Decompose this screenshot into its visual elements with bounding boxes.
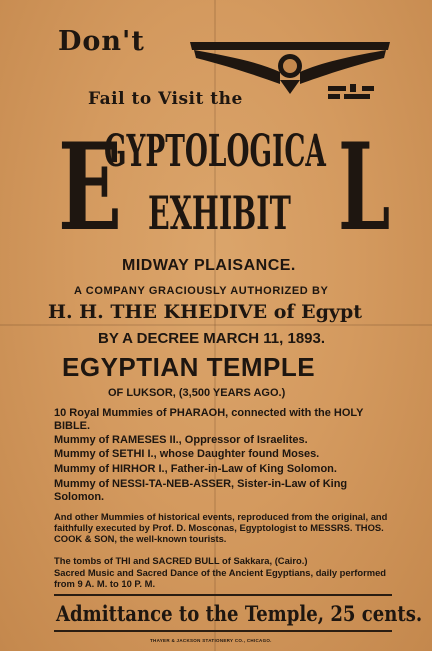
khedive-text: H. H. THE KHEDIVE of Egypt <box>48 301 363 323</box>
fold-crease-horizontal <box>0 324 432 326</box>
exhibit-item: Mummy of RAMESES II., Oppressor of Israelites. <box>54 434 308 446</box>
winged-sun-disk-icon <box>188 36 392 104</box>
title-initial-e: E <box>58 117 123 258</box>
temple-heading: EGYPTIAN TEMPLE <box>62 352 316 382</box>
headline-fail-to-visit: Fail to Visit the <box>88 89 243 109</box>
music-text: Sacred Music and Sacred Dance of the Ancient Egyptians, daily performed from 9 A. M. to 10 P. M. <box>54 567 387 589</box>
authorized-text: A COMPANY GRACIOUSLY AUTHORIZED BY <box>74 285 329 297</box>
other-mummies-text: And other Mummies of historical events, reproduced from the original, and faithfully executed by Prof. D. Mosconas, Egyptologist to MESSRS. THOS. COOK & SON, the well-known tourists. <box>54 511 388 544</box>
exhibit-item: Mummy of NESSI-TA-NEB-ASSER, Sister-in-Law of King Solomon. <box>54 478 348 503</box>
divider-top <box>54 594 392 596</box>
exhibit-item: Mummy of HIRHOR I., Father-in-Law of King Solomon. <box>54 463 337 475</box>
luksor-subheading: OF LUKSOR, (3,500 YEARS AGO.) <box>108 387 286 399</box>
admittance-text: Admittance to the Temple, 25 cents. <box>56 601 423 626</box>
title-final-l: L <box>338 117 391 258</box>
exhibit-item: 10 Royal Mummies of PHARAOH, connected with the HOLY BIBLE. <box>54 407 364 432</box>
title-exhibit: EXHIBIT <box>148 186 291 240</box>
headline-dont: Don't <box>58 26 145 57</box>
decree-text: BY A DECREE MARCH 11, 1893. <box>98 330 326 347</box>
tombs-text: The tombs of THI and SACRED BULL of Sakkara, (Cairo.) <box>54 555 308 566</box>
printer-credit: THAYER & JACKSON STATIONERY CO., CHICAGO. <box>150 638 272 643</box>
divider-bottom <box>54 630 392 632</box>
location-text: MIDWAY PLAISANCE. <box>122 257 296 274</box>
title-gyptological: GYPTOLOGICA <box>104 126 326 177</box>
exhibit-item: Mummy of SETHI I., whose Daughter found Moses. <box>54 448 320 460</box>
